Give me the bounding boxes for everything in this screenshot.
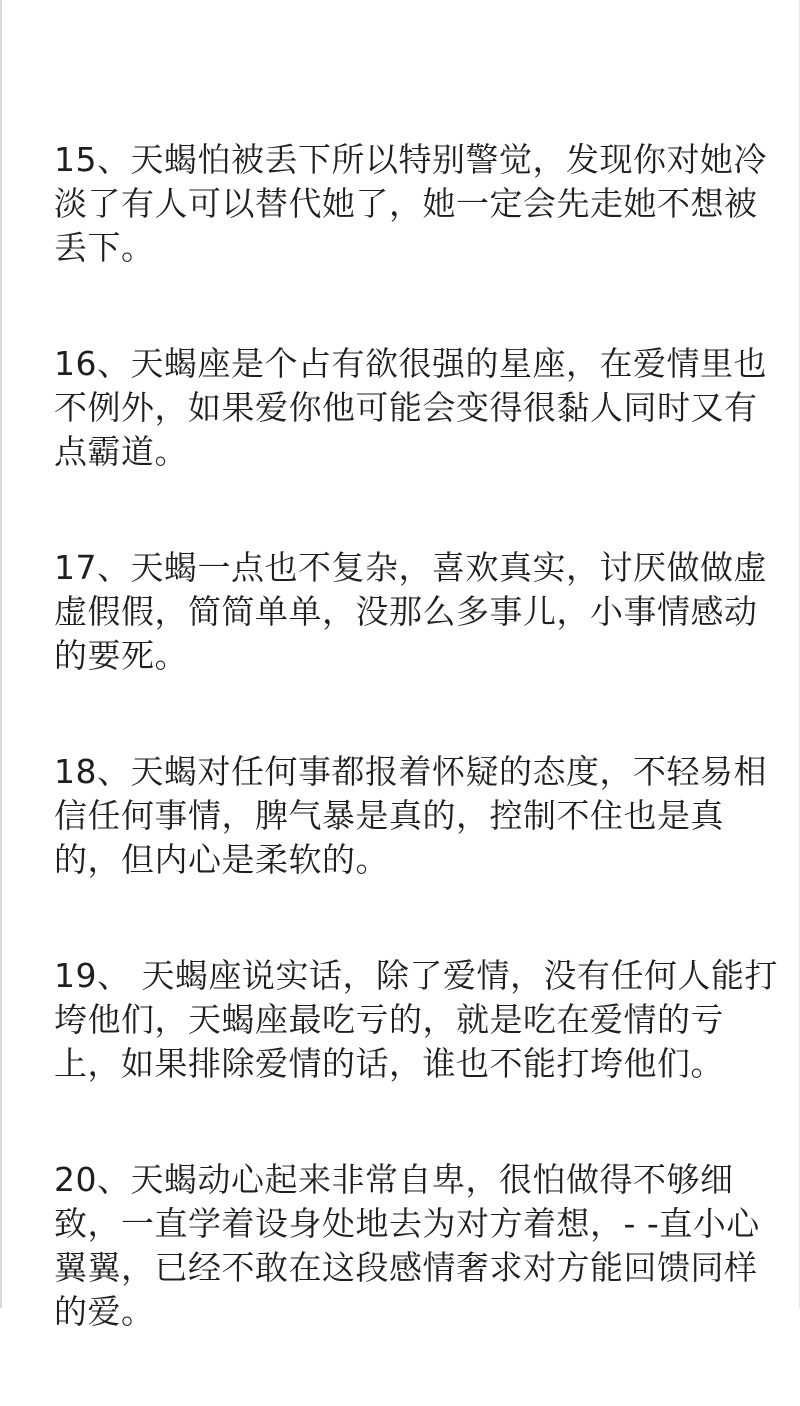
paragraph-line: 18、天蝎对任何事都报着怀疑的态度，不轻易相 <box>54 752 767 791</box>
paragraph-line: 虚假假，简简单单，没那么多事儿，小事情感动 <box>54 592 758 631</box>
paragraph-line: 垮他们，天蝎座最吃亏的，就是吃在爱情的亏 <box>54 1000 724 1039</box>
paragraph-line: 淡了有人可以替代她了，她一定会先走她不想被 <box>54 184 758 223</box>
paragraph-line: 16、天蝎座是个占有欲很强的星座，在爱情里也 <box>54 344 767 383</box>
paragraph-16 <box>54 342 767 474</box>
paragraph-19 <box>54 954 778 1086</box>
paragraph-line: 点霸道。 <box>54 432 188 471</box>
paragraph-line: 的，但内心是柔软的。 <box>54 840 389 879</box>
paragraph-line: 致，一直学着设身处地去为对方着想，- -直小心 <box>54 1204 760 1243</box>
paragraph-line: 19、 天蝎座说实话，除了爱情，没有任何人能打 <box>54 956 778 995</box>
paragraph-line: 信任何事情，脾气暴是真的，控制不住也是真 <box>54 796 724 835</box>
left-border <box>0 0 2 1308</box>
paragraph-line: 的要死。 <box>54 636 188 675</box>
paragraph-line: 不例外，如果爱你他可能会变得很黏人同时又有 <box>54 388 758 427</box>
paragraph-line: 15、天蝎怕被丢下所以特别警觉，发现你对她冷 <box>54 140 767 179</box>
paragraph-line: 丢下。 <box>54 228 155 267</box>
paragraph-15 <box>54 138 767 270</box>
paragraph-line: 17、天蝎一点也不复杂，喜欢真实，讨厌做做虚 <box>54 548 767 587</box>
paragraph-17 <box>54 546 767 678</box>
document-body <box>54 138 778 1406</box>
paragraph-18 <box>54 750 767 882</box>
paragraph-line: 20、天蝎动心起来非常自卑，很怕做得不够细 <box>54 1160 734 1199</box>
paragraph-line: 的爱。 <box>54 1292 155 1331</box>
paragraph-line: 翼翼，已经不敢在这段感情奢求对方能回馈同样 <box>54 1248 758 1287</box>
paragraph-line: 上，如果排除爱情的话，谁也不能打垮他们。 <box>54 1044 724 1083</box>
